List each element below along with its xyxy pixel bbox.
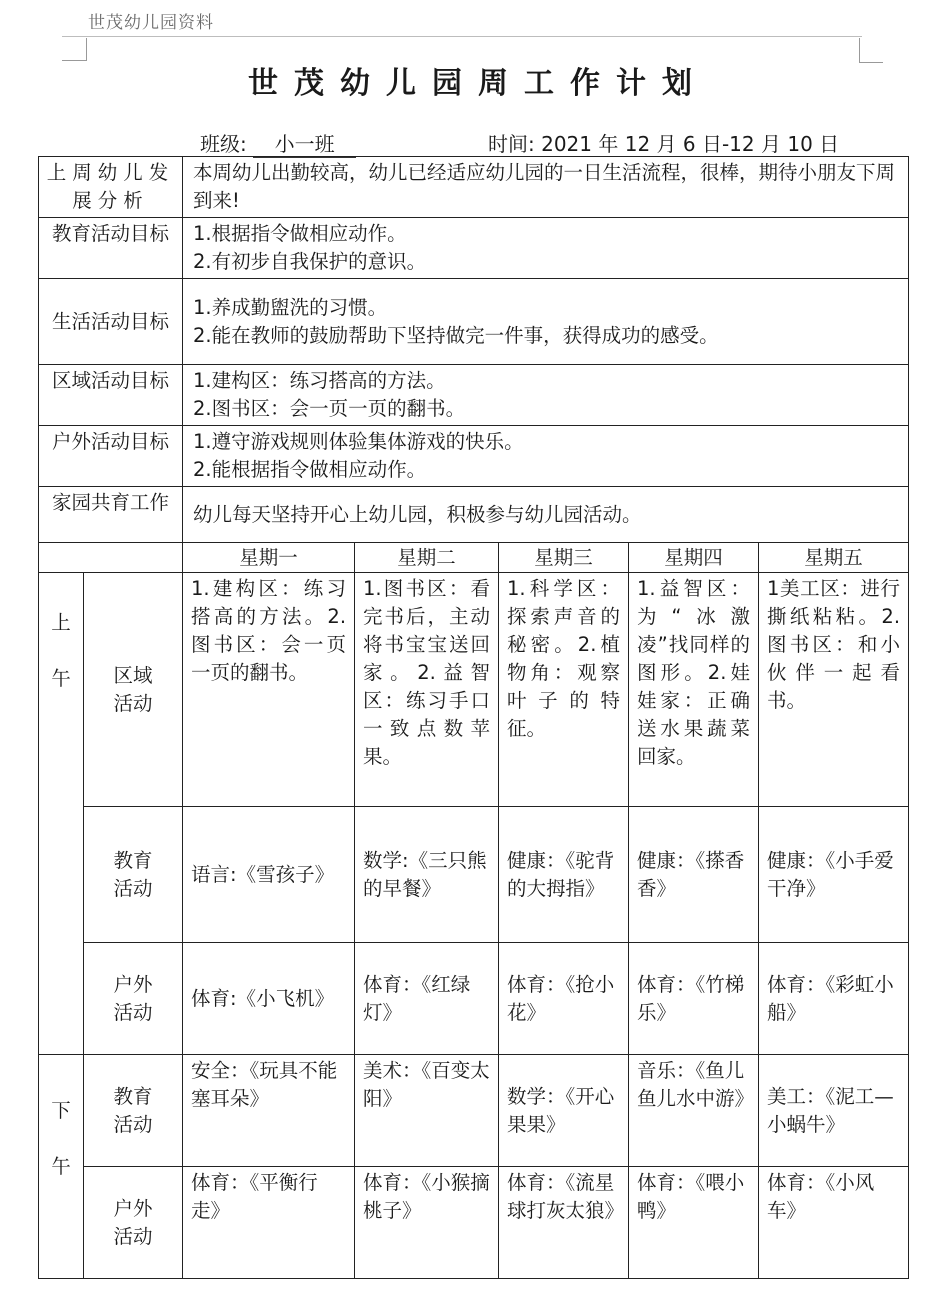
- period-char: 午: [51, 1155, 71, 1178]
- goal-line: 1.建构区：练习搭高的方法。: [193, 369, 446, 392]
- schedule-cell: 健康：《小手爱干净》: [759, 807, 909, 943]
- plan-table: [38, 156, 909, 1279]
- activity-label-line: 活动: [113, 876, 153, 900]
- schedule-cell: 安全：《玩具不能塞耳朵》: [183, 1055, 355, 1167]
- goal-content: [183, 279, 909, 365]
- schedule-cell: 1.图书区：看完书后，主动将书宝宝送回家。2.益智区：练习手口一致点数苹果。: [355, 573, 499, 807]
- schedule-cell: 体育：《流星球打灰太狼》: [499, 1167, 629, 1279]
- goal-label: 户外活动目标: [39, 426, 183, 487]
- goal-content: [183, 365, 909, 426]
- goal-row: [39, 365, 909, 426]
- schedule-cell: 体育：《红绿灯》: [355, 943, 499, 1055]
- goal-line: 2.有初步自我保护的意识。: [193, 250, 427, 273]
- weekday-header: 星期二: [355, 543, 499, 573]
- page-title: 世茂幼儿园周工作计划: [248, 66, 708, 101]
- schedule-cell: 1美工区：进行撕纸粘粘。2.图书区：和小伙伴一起看书。: [759, 573, 909, 807]
- goal-label: 生活活动目标: [39, 279, 183, 365]
- header-rule: [62, 36, 862, 37]
- schedule-cell: 体育:《小飞机》: [183, 943, 355, 1055]
- class-label: 班级:: [200, 132, 247, 156]
- goal-line: 1.养成勤盥洗的习惯。: [193, 295, 388, 319]
- schedule-cell: 体育：《小猴摘桃子》: [355, 1167, 499, 1279]
- schedule-row: [39, 573, 909, 807]
- header-blank: [39, 543, 183, 573]
- summary-label: 上周幼儿发展分析: [39, 157, 183, 218]
- schedule-cell: 体育：《竹梯乐》: [629, 943, 759, 1055]
- goal-row: [39, 487, 909, 543]
- class-value: 小一班: [253, 128, 356, 158]
- goal-row: [39, 279, 909, 365]
- activity-label: [84, 1055, 183, 1167]
- weekday-header: 星期一: [183, 543, 355, 573]
- activity-label: [84, 807, 183, 943]
- schedule-cell: 1.科学区：探索声音的秘密。2.植物角：观察叶子的特征。: [499, 573, 629, 807]
- goal-content: [183, 426, 909, 487]
- goal-label: 家园共育工作: [39, 487, 183, 543]
- weekday-header-row: [39, 543, 909, 573]
- schedule-cell: 健康：《驼背的大拇指》: [499, 807, 629, 943]
- weekday-header: 星期三: [499, 543, 629, 573]
- schedule-cell: 体育：《喂小鸭》: [629, 1167, 759, 1279]
- schedule-cell: 体育：《小风车》: [759, 1167, 909, 1279]
- weekday-header: 星期五: [759, 543, 909, 573]
- schedule-cell: 美术：《百变太阳》: [355, 1055, 499, 1167]
- summary-text: 本周幼儿出勤较高，幼儿已经适应幼儿园的一日生活流程，很棒，期待小朋友下周到来!: [183, 157, 909, 218]
- activity-label-line: 活动: [113, 691, 153, 715]
- goal-line: 1.遵守游戏规则体验集体游戏的快乐。: [193, 430, 524, 453]
- schedule-row: [39, 807, 909, 943]
- time-label: 时间:: [488, 132, 535, 156]
- goal-label: 教育活动目标: [39, 218, 183, 279]
- time-value: 2021 年 12 月 6 日-12 月 10 日: [541, 132, 840, 156]
- activity-label-line: 活动: [113, 1224, 153, 1248]
- activity-label: [84, 573, 183, 807]
- goal-label: 区域活动目标: [39, 365, 183, 426]
- activity-label-line: 教育: [113, 848, 153, 872]
- summary-row: [39, 157, 909, 218]
- schedule-cell: 美工：《泥工—小蜗牛》: [759, 1055, 909, 1167]
- period-char: 上: [51, 611, 71, 634]
- schedule-cell: 音乐：《鱼儿鱼儿水中游》: [629, 1055, 759, 1167]
- goal-content: [183, 218, 909, 279]
- crop-mark-left: [86, 38, 87, 60]
- goal-line: 2.能在教师的鼓励帮助下坚持做完一件事，获得成功的感受。: [193, 323, 719, 347]
- weekday-header: 星期四: [629, 543, 759, 573]
- schedule-row: [39, 1167, 909, 1279]
- period-morning: [39, 573, 84, 1055]
- schedule-cell: 数学：《开心果果》: [499, 1055, 629, 1167]
- activity-label-line: 户外: [113, 972, 153, 996]
- activity-label-line: 教育: [113, 1084, 153, 1108]
- schedule-row: [39, 943, 909, 1055]
- activity-label: [84, 1167, 183, 1279]
- schedule-cell: 数学:《三只熊的早餐》: [355, 807, 499, 943]
- goal-line: 1.根据指令做相应动作。: [193, 222, 407, 245]
- goal-line: 幼儿每天坚持开心上幼儿园，积极参与幼儿园活动。: [193, 502, 642, 526]
- activity-label: [84, 943, 183, 1055]
- goal-line: 2.能根据指令做相应动作。: [193, 458, 427, 481]
- activity-label-line: 活动: [113, 1112, 153, 1136]
- goal-content: [183, 487, 909, 543]
- time-info: [488, 128, 839, 157]
- activity-label-line: 区域: [113, 663, 153, 687]
- class-info: [200, 128, 356, 158]
- goal-row: [39, 426, 909, 487]
- schedule-cell: 体育：《平衡行走》: [183, 1167, 355, 1279]
- schedule-cell: 1.益智区：为“冰激凌”找同样的图形。2.娃娃家：正确送水果蔬菜回家。: [629, 573, 759, 807]
- period-char: 午: [51, 667, 71, 690]
- schedule-cell: 语言:《雪孩子》: [183, 807, 355, 943]
- schedule-cell: 1.建构区：练习搭高的方法。2.图书区：会一页一页的翻书。: [183, 573, 355, 807]
- activity-label-line: 活动: [113, 1000, 153, 1024]
- goal-line: 2.图书区：会一页一页的翻书。: [193, 397, 466, 420]
- schedule-cell: 体育：《抢小花》: [499, 943, 629, 1055]
- period-char: 下: [51, 1099, 71, 1122]
- period-afternoon: [39, 1055, 84, 1279]
- activity-label-line: 户外: [113, 1196, 153, 1220]
- schedule-row: [39, 1055, 909, 1167]
- schedule-cell: 健康：《搽香香》: [629, 807, 759, 943]
- header-brand: 世茂幼儿园资料: [88, 13, 214, 33]
- goal-row: [39, 218, 909, 279]
- schedule-cell: 体育：《彩虹小船》: [759, 943, 909, 1055]
